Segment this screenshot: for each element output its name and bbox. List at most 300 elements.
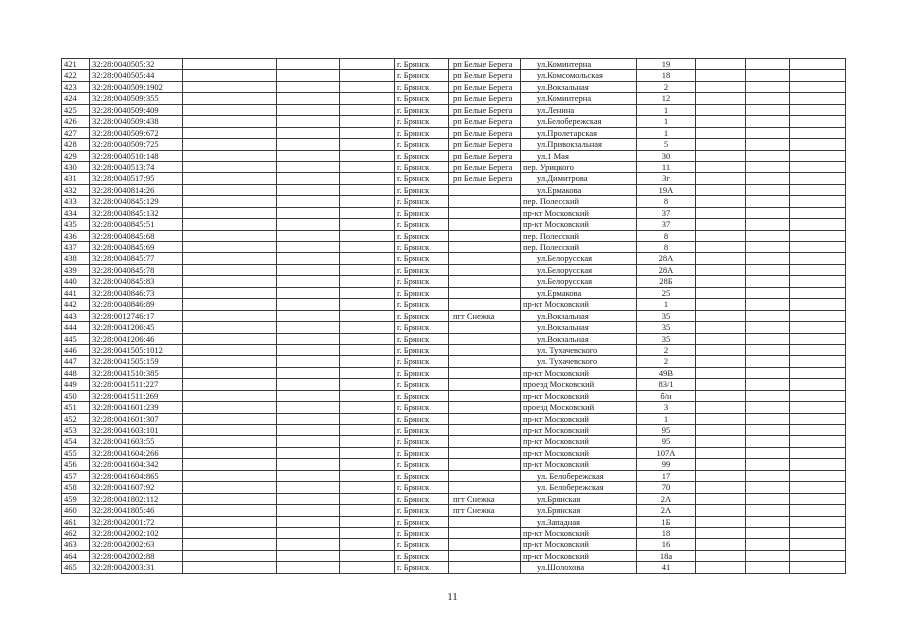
street-cell: ул.Ермакова <box>521 185 637 196</box>
city-cell: г. Брянск <box>395 436 449 447</box>
empty-cell <box>746 93 790 104</box>
empty-cell <box>183 425 277 436</box>
empty-cell <box>790 562 846 573</box>
locality-cell <box>449 356 521 367</box>
empty-cell <box>746 551 790 562</box>
house-number-cell: 18а <box>637 551 696 562</box>
empty-cell <box>340 253 395 264</box>
empty-cell <box>746 562 790 573</box>
empty-cell <box>790 59 846 70</box>
empty-cell <box>277 116 340 127</box>
empty-cell <box>790 551 846 562</box>
cadastral-number-cell: 32:28:0042003:31 <box>90 562 183 573</box>
table-row <box>62 196 846 207</box>
empty-cell <box>790 414 846 425</box>
locality-cell: пгт Снежка <box>449 494 521 505</box>
cadastral-number-cell: 32:28:0040513:74 <box>90 162 183 173</box>
locality-cell: рп Белые Берега <box>449 93 521 104</box>
city-cell: г. Брянск <box>395 562 449 573</box>
empty-cell <box>790 82 846 93</box>
house-number-cell: 1 <box>637 299 696 310</box>
row-number-cell: 423 <box>62 82 90 93</box>
street-cell: пр-кт Московский <box>521 448 637 459</box>
empty-cell <box>277 93 340 104</box>
house-number-cell: 11 <box>637 162 696 173</box>
empty-cell <box>790 322 846 333</box>
empty-cell <box>277 562 340 573</box>
street-cell: ул.Западная <box>521 517 637 528</box>
street-cell: ул.1 Мая <box>521 151 637 162</box>
empty-cell <box>696 242 746 253</box>
house-number-cell: 2А <box>637 494 696 505</box>
house-number-cell: 107А <box>637 448 696 459</box>
table-row <box>62 448 846 459</box>
empty-cell <box>696 128 746 139</box>
empty-cell <box>696 276 746 287</box>
row-number-cell: 444 <box>62 322 90 333</box>
empty-cell <box>277 517 340 528</box>
empty-cell <box>746 231 790 242</box>
empty-cell <box>183 196 277 207</box>
empty-cell <box>183 539 277 550</box>
street-cell: ул.Комсомольская <box>521 70 637 81</box>
street-cell: пр-кт Московский <box>521 208 637 219</box>
locality-cell <box>449 379 521 390</box>
row-number-cell: 457 <box>62 471 90 482</box>
page-number: 11 <box>447 591 458 603</box>
empty-cell <box>790 368 846 379</box>
empty-cell <box>183 288 277 299</box>
empty-cell <box>340 196 395 207</box>
empty-cell <box>183 70 277 81</box>
house-number-cell: 99 <box>637 459 696 470</box>
empty-cell <box>183 116 277 127</box>
street-cell: пр-кт Московский <box>521 425 637 436</box>
empty-cell <box>340 494 395 505</box>
empty-cell <box>183 379 277 390</box>
city-cell: г. Брянск <box>395 425 449 436</box>
empty-cell <box>790 265 846 276</box>
empty-cell <box>277 436 340 447</box>
row-number-cell: 441 <box>62 288 90 299</box>
city-cell: г. Брянск <box>395 288 449 299</box>
empty-cell <box>340 276 395 287</box>
house-number-cell: 19 <box>637 59 696 70</box>
empty-cell <box>277 208 340 219</box>
empty-cell <box>340 139 395 150</box>
empty-cell <box>790 494 846 505</box>
street-cell: пер. Полесский <box>521 196 637 207</box>
empty-cell <box>790 105 846 116</box>
cadastral-number-cell: 32:28:0041511:227 <box>90 379 183 390</box>
empty-cell <box>746 59 790 70</box>
locality-cell <box>449 345 521 356</box>
street-cell: пр-кт Московский <box>521 459 637 470</box>
empty-cell <box>340 379 395 390</box>
empty-cell <box>746 459 790 470</box>
row-number-cell: 443 <box>62 311 90 322</box>
empty-cell <box>790 311 846 322</box>
street-cell: проезд Московский <box>521 379 637 390</box>
empty-cell <box>746 151 790 162</box>
table-row <box>62 379 846 390</box>
empty-cell <box>340 208 395 219</box>
cadastral-number-cell: 32:28:0040509:355 <box>90 93 183 104</box>
house-number-cell: 1 <box>637 414 696 425</box>
empty-cell <box>340 288 395 299</box>
house-number-cell: 95 <box>637 425 696 436</box>
house-number-cell: 28А <box>637 253 696 264</box>
empty-cell <box>340 368 395 379</box>
locality-cell: рп Белые Берега <box>449 128 521 139</box>
empty-cell <box>183 105 277 116</box>
row-number-cell: 424 <box>62 93 90 104</box>
empty-cell <box>746 539 790 550</box>
cadastral-number-cell: 32:28:0040845:129 <box>90 196 183 207</box>
table-row <box>62 162 846 173</box>
empty-cell <box>277 242 340 253</box>
empty-cell <box>790 231 846 242</box>
house-number-cell: 35 <box>637 322 696 333</box>
empty-cell <box>746 402 790 413</box>
row-number-cell: 465 <box>62 562 90 573</box>
empty-cell <box>696 356 746 367</box>
house-number-cell: 28Б <box>637 276 696 287</box>
locality-cell <box>449 459 521 470</box>
empty-cell <box>340 334 395 345</box>
empty-cell <box>746 276 790 287</box>
street-cell: ул.Пролетарская <box>521 128 637 139</box>
table-row <box>62 414 846 425</box>
locality-cell: пгт Снежка <box>449 311 521 322</box>
empty-cell <box>790 242 846 253</box>
city-cell: г. Брянск <box>395 539 449 550</box>
city-cell: г. Брянск <box>395 368 449 379</box>
row-number-cell: 426 <box>62 116 90 127</box>
house-number-cell: 18 <box>637 528 696 539</box>
cadastral-number-cell: 32:28:0041604:342 <box>90 459 183 470</box>
locality-cell <box>449 299 521 310</box>
city-cell: г. Брянск <box>395 128 449 139</box>
empty-cell <box>746 368 790 379</box>
house-number-cell: 25 <box>637 288 696 299</box>
street-cell: ул.Вокзальная <box>521 82 637 93</box>
empty-cell <box>340 528 395 539</box>
empty-cell <box>340 425 395 436</box>
empty-cell <box>746 345 790 356</box>
cadastral-number-cell: 32:28:0040845:68 <box>90 231 183 242</box>
empty-cell <box>790 253 846 264</box>
street-cell: ул.Коминтерна <box>521 59 637 70</box>
cadastral-number-cell: 32:28:0040509:672 <box>90 128 183 139</box>
empty-cell <box>696 265 746 276</box>
cadastral-number-cell: 32:28:0042001:72 <box>90 517 183 528</box>
empty-cell <box>277 59 340 70</box>
house-number-cell: 8 <box>637 242 696 253</box>
empty-cell <box>696 105 746 116</box>
locality-cell: рп Белые Берега <box>449 116 521 127</box>
empty-cell <box>277 494 340 505</box>
empty-cell <box>696 425 746 436</box>
empty-cell <box>790 391 846 402</box>
table-row <box>62 59 846 70</box>
row-number-cell: 454 <box>62 436 90 447</box>
locality-cell: рп Белые Берега <box>449 105 521 116</box>
empty-cell <box>696 482 746 493</box>
row-number-cell: 461 <box>62 517 90 528</box>
cadastral-number-cell: 32:28:0041802:112 <box>90 494 183 505</box>
row-number-cell: 449 <box>62 379 90 390</box>
empty-cell <box>277 219 340 230</box>
row-number-cell: 428 <box>62 139 90 150</box>
locality-cell <box>449 334 521 345</box>
locality-cell <box>449 436 521 447</box>
cadastral-number-cell: 32:28:0040509:409 <box>90 105 183 116</box>
row-number-cell: 425 <box>62 105 90 116</box>
cadastral-number-cell: 32:28:0041505:159 <box>90 356 183 367</box>
empty-cell <box>696 185 746 196</box>
empty-cell <box>183 414 277 425</box>
house-number-cell: 30 <box>637 151 696 162</box>
empty-cell <box>696 562 746 573</box>
empty-cell <box>696 231 746 242</box>
empty-cell <box>790 402 846 413</box>
row-number-cell: 438 <box>62 253 90 264</box>
empty-cell <box>696 517 746 528</box>
empty-cell <box>746 173 790 184</box>
empty-cell <box>183 402 277 413</box>
empty-cell <box>746 253 790 264</box>
house-number-cell: 70 <box>637 482 696 493</box>
empty-cell <box>746 505 790 516</box>
table-row <box>62 322 846 333</box>
empty-cell <box>790 482 846 493</box>
locality-cell <box>449 276 521 287</box>
city-cell: г. Брянск <box>395 151 449 162</box>
empty-cell <box>340 505 395 516</box>
empty-cell <box>696 59 746 70</box>
house-number-cell: б/н <box>637 391 696 402</box>
street-cell: ул. Тухачевского <box>521 345 637 356</box>
empty-cell <box>183 482 277 493</box>
street-cell: ул.Брянская <box>521 505 637 516</box>
row-number-cell: 440 <box>62 276 90 287</box>
street-cell: пр-кт Московский <box>521 528 637 539</box>
empty-cell <box>696 528 746 539</box>
table-row <box>62 539 846 550</box>
street-cell: ул. Белобережская <box>521 471 637 482</box>
empty-cell <box>183 219 277 230</box>
locality-cell: рп Белые Берега <box>449 82 521 93</box>
empty-cell <box>183 173 277 184</box>
locality-cell <box>449 322 521 333</box>
house-number-cell: 95 <box>637 436 696 447</box>
empty-cell <box>696 82 746 93</box>
empty-cell <box>790 173 846 184</box>
empty-cell <box>277 276 340 287</box>
empty-cell <box>183 82 277 93</box>
empty-cell <box>183 448 277 459</box>
table-row <box>62 356 846 367</box>
empty-cell <box>696 70 746 81</box>
empty-cell <box>746 482 790 493</box>
street-cell: ул.Димитрова <box>521 173 637 184</box>
locality-cell <box>449 368 521 379</box>
cadastral-number-cell: 32:28:0040845:51 <box>90 219 183 230</box>
empty-cell <box>183 276 277 287</box>
empty-cell <box>340 402 395 413</box>
empty-cell <box>183 299 277 310</box>
empty-cell <box>340 151 395 162</box>
city-cell: г. Брянск <box>395 334 449 345</box>
house-number-cell: 8 <box>637 196 696 207</box>
empty-cell <box>183 436 277 447</box>
empty-cell <box>746 356 790 367</box>
empty-cell <box>746 436 790 447</box>
house-number-cell: 41 <box>637 562 696 573</box>
empty-cell <box>790 459 846 470</box>
empty-cell <box>790 139 846 150</box>
empty-cell <box>277 70 340 81</box>
empty-cell <box>277 196 340 207</box>
empty-cell <box>183 334 277 345</box>
locality-cell <box>449 208 521 219</box>
empty-cell <box>277 379 340 390</box>
empty-cell <box>340 70 395 81</box>
empty-cell <box>277 288 340 299</box>
cadastral-number-cell: 32:28:0040509:438 <box>90 116 183 127</box>
street-cell: ул.Привокзальная <box>521 139 637 150</box>
table-row <box>62 334 846 345</box>
row-number-cell: 433 <box>62 196 90 207</box>
empty-cell <box>340 162 395 173</box>
cadastral-number-cell: 32:28:0041511:269 <box>90 391 183 402</box>
empty-cell <box>277 334 340 345</box>
city-cell: г. Брянск <box>395 414 449 425</box>
empty-cell <box>746 379 790 390</box>
city-cell: г. Брянск <box>395 185 449 196</box>
cadastral-number-cell: 32:28:0041601:307 <box>90 414 183 425</box>
locality-cell <box>449 391 521 402</box>
house-number-cell: 1 <box>637 128 696 139</box>
empty-cell <box>340 459 395 470</box>
empty-cell <box>277 231 340 242</box>
street-cell: пер. Полесский <box>521 242 637 253</box>
locality-cell: пгт Снежка <box>449 505 521 516</box>
city-cell: г. Брянск <box>395 551 449 562</box>
empty-cell <box>790 93 846 104</box>
empty-cell <box>790 517 846 528</box>
empty-cell <box>183 185 277 196</box>
row-number-cell: 430 <box>62 162 90 173</box>
empty-cell <box>790 151 846 162</box>
row-number-cell: 447 <box>62 356 90 367</box>
house-number-cell: 19А <box>637 185 696 196</box>
empty-cell <box>696 471 746 482</box>
empty-cell <box>183 93 277 104</box>
table-row <box>62 242 846 253</box>
empty-cell <box>340 93 395 104</box>
empty-cell <box>277 402 340 413</box>
locality-cell <box>449 265 521 276</box>
street-cell: ул.Белорусская <box>521 253 637 264</box>
row-number-cell: 445 <box>62 334 90 345</box>
empty-cell <box>183 208 277 219</box>
empty-cell <box>183 494 277 505</box>
empty-cell <box>277 551 340 562</box>
table-row <box>62 345 846 356</box>
locality-cell <box>449 517 521 528</box>
city-cell: г. Брянск <box>395 231 449 242</box>
empty-cell <box>277 139 340 150</box>
table-row <box>62 528 846 539</box>
empty-cell <box>277 414 340 425</box>
cadastral-number-cell: 32:28:0041601:239 <box>90 402 183 413</box>
locality-cell <box>449 562 521 573</box>
locality-cell <box>449 425 521 436</box>
table-row <box>62 471 846 482</box>
street-cell: ул.Вокзальная <box>521 334 637 345</box>
city-cell: г. Брянск <box>395 299 449 310</box>
cadastral-number-cell: 32:28:0040845:69 <box>90 242 183 253</box>
empty-cell <box>790 162 846 173</box>
table-row <box>62 288 846 299</box>
locality-cell: рп Белые Берега <box>449 59 521 70</box>
street-cell: пр-кт Московский <box>521 436 637 447</box>
empty-cell <box>696 93 746 104</box>
row-number-cell: 431 <box>62 173 90 184</box>
empty-cell <box>340 539 395 550</box>
empty-cell <box>696 311 746 322</box>
empty-cell <box>183 242 277 253</box>
locality-cell <box>449 448 521 459</box>
empty-cell <box>340 345 395 356</box>
empty-cell <box>183 162 277 173</box>
empty-cell <box>183 517 277 528</box>
street-cell: проезд Московский <box>521 402 637 413</box>
empty-cell <box>340 482 395 493</box>
house-number-cell: 8 <box>637 231 696 242</box>
empty-cell <box>277 345 340 356</box>
empty-cell <box>340 265 395 276</box>
city-cell: г. Брянск <box>395 517 449 528</box>
city-cell: г. Брянск <box>395 105 449 116</box>
empty-cell <box>340 82 395 93</box>
empty-cell <box>277 482 340 493</box>
empty-cell <box>696 494 746 505</box>
empty-cell <box>277 151 340 162</box>
empty-cell <box>790 471 846 482</box>
empty-cell <box>340 562 395 573</box>
empty-cell <box>696 162 746 173</box>
cadastral-number-cell: 32:28:0041505:1012 <box>90 345 183 356</box>
row-number-cell: 456 <box>62 459 90 470</box>
empty-cell <box>277 185 340 196</box>
empty-cell <box>183 253 277 264</box>
locality-cell <box>449 482 521 493</box>
street-cell: ул. Белобережская <box>521 482 637 493</box>
table-row <box>62 128 846 139</box>
table-row <box>62 219 846 230</box>
city-cell: г. Брянск <box>395 528 449 539</box>
empty-cell <box>746 494 790 505</box>
table-row <box>62 368 846 379</box>
street-cell: ул.Коминтерна <box>521 93 637 104</box>
empty-cell <box>183 151 277 162</box>
empty-cell <box>277 368 340 379</box>
city-cell: г. Брянск <box>395 494 449 505</box>
empty-cell <box>746 311 790 322</box>
